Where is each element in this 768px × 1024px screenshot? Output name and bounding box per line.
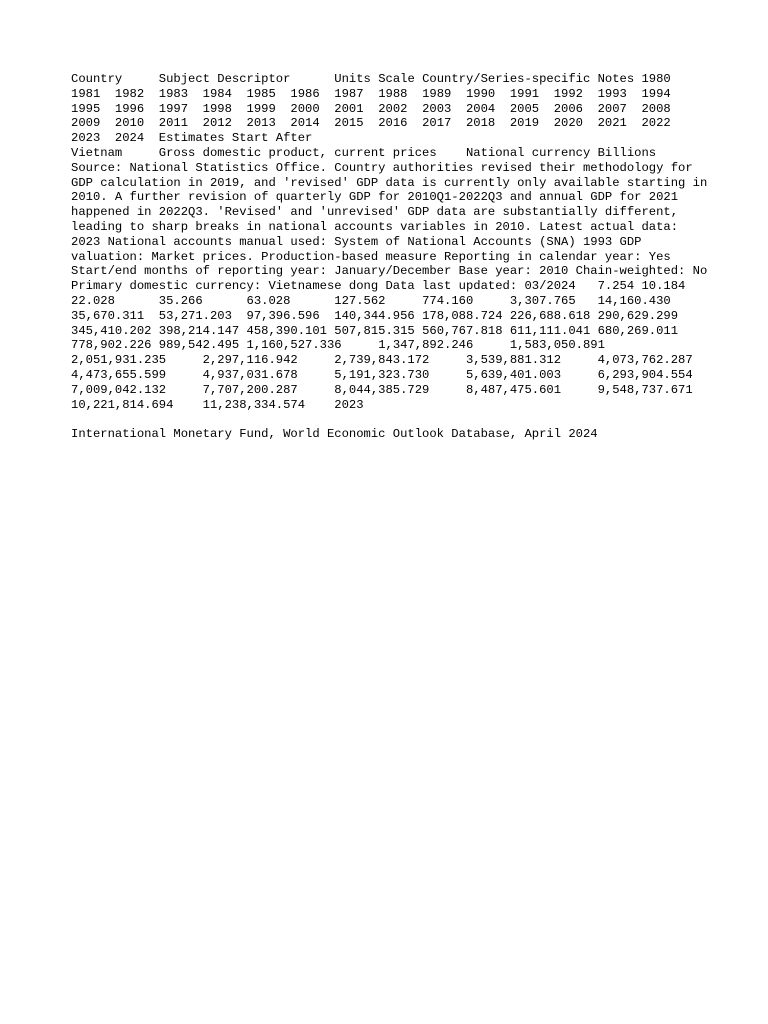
data-row-vietnam: Vietnam Gross domestic product, current prices National currency Billions Source: National Statistics Office. Country authorities revised their methodology for GDP calculation in 2019, and 'revised' GDP data is currently only available starting in 2010. A further revision of quarterly GDP for 2010Q1-2022Q3 and annual GDP for 2021 happened in 2022Q3. 'Revised' and 'unrevised' GDP data are substantially different, leading to sharp breaks in national accounts variables in 2010. Latest actual data: 2023 National accounts manual used: System of National Accounts (SNA) 1993 GDP valuation: Market prices. Production-based measure Reporting in calendar year: Yes Start/end months of reporting year: January/December Base year: 2010 Chain-weighted: No Primary domestic currency: Vietnamese dong Data last updated: 03/2024 7.254 10.184 22.028 35.266 63.028 127.562 774.160 3,307.765 14,160.430 35,670.311 53,271.203 97,396.596 140,344.956 178,088.724 226,688.618 290,629.299 345,410.202 398,214.147 458,390.101 507,815.315 560,767.818 611,111.041 680,269.011 778,902.226 989,542.495 1,160,527.336 1,347,892.246 1,583,050.891 2,051,931.235 2,297,116.942 2,739,843.172 3,539,881.312 4,073,762.287 4,473,655.599 4,937,031.678 5,191,323.730 5,639,401.003 6,293,904.554 7,009,042.132 7,707,200.287 8,044,385.729 8,487,475.601 9,548,737.671 10,221,814.694 11,238,334.574 2023 — [71, 145, 730, 412]
tab-separated-text — [71, 72, 730, 412]
source-footer: International Monetary Fund, World Economic Outlook Database, April 2024 — [71, 427, 598, 442]
document-page — [71, 72, 730, 442]
header-row: Country Subject Descriptor Units Scale Country/Series-specific Notes 1980 1981 1982 1983 1984 1985 1986 1987 1988 1989 1990 1991 1992 1993 1994 1995 1996 1997 1998 1999 2000 2001 2002 2003 2004 2005 2006 2007 2008 2009 2010 2011 2012 2013 2014 2015 2016 2017 2018 2019 2020 2021 2022 2023 2024 Estimates Start After — [71, 72, 686, 146]
